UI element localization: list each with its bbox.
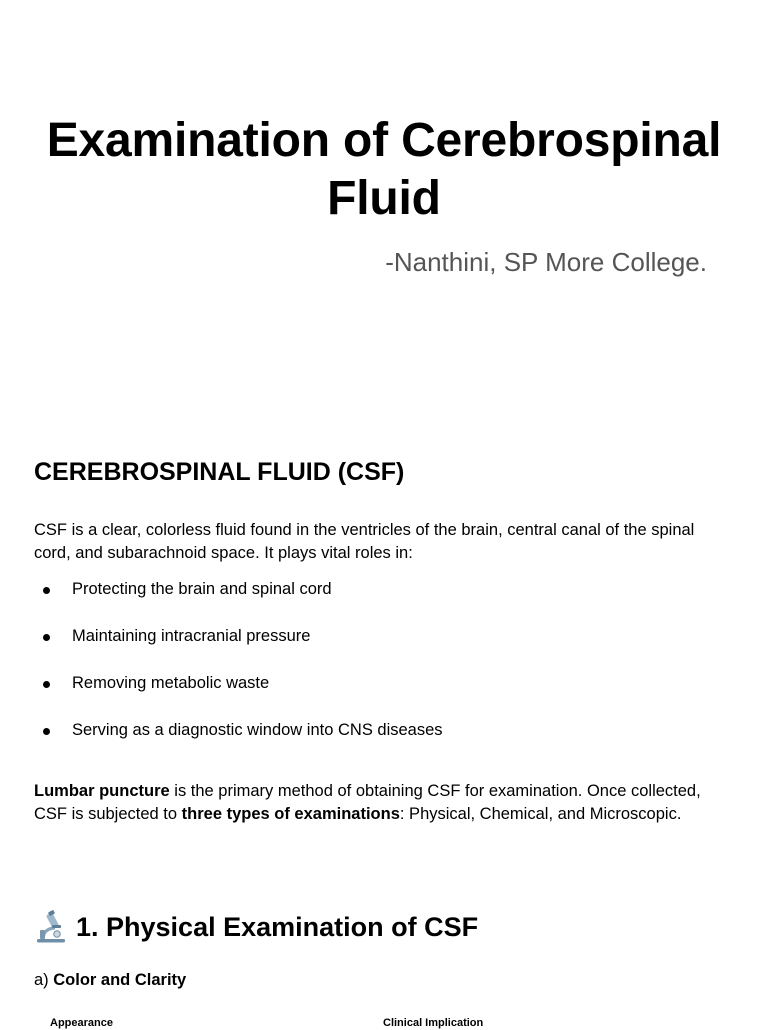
three-types-term: three types of examinations [181,805,400,823]
lumbar-puncture-term: Lumbar puncture [34,782,170,800]
bullet-icon [43,681,50,688]
list-item-text: Maintaining intracranial pressure [72,627,311,645]
lumbar-text-2: : Physical, Chemical, and Microscopic. [399,805,682,823]
csf-intro-paragraph: CSF is a clear, colorless fluid found in the ventricles of the brain, central canal of the spinal cord, and subarachnoid space. It plays vital roles in: [34,521,695,562]
bullet-icon [43,634,50,641]
author-line: -Nanthini, SP More College. [385,247,707,277]
list-item [34,672,734,719]
document-title [0,112,768,228]
csf-section-heading: CEREBROSPINAL FLUID (CSF) [34,458,405,486]
list-item [34,625,734,672]
color-clarity-heading [34,969,186,992]
title-line-1: Examination of Cerebrospinal [46,114,722,167]
table-header-appearance: Appearance [50,1017,113,1029]
list-item [34,719,734,766]
list-item [34,578,734,625]
list-item-text: Protecting the brain and spinal cord [72,580,332,598]
physical-exam-heading-text: 1. Physical Examination of CSF [76,912,479,942]
lumbar-puncture-paragraph [34,780,734,826]
list-item-text: Serving as a diagnostic window into CNS diseases [72,721,443,739]
physical-exam-heading [34,908,478,946]
csf-roles-list [34,578,734,766]
microscope-icon [34,910,68,944]
bullet-icon [43,728,50,735]
sub-prefix: a) [34,971,54,989]
bullet-icon [43,587,50,594]
title-line-2: Fluid [327,172,441,225]
lumbar-text-1: is the primary method of obtaining CSF for examination. Once collected, CSF is subjected to [34,782,701,823]
color-clarity-title: Color and Clarity [53,971,187,989]
table-header-clinical-implication: Clinical Implication [383,1017,484,1029]
list-item-text: Removing metabolic waste [72,674,270,692]
